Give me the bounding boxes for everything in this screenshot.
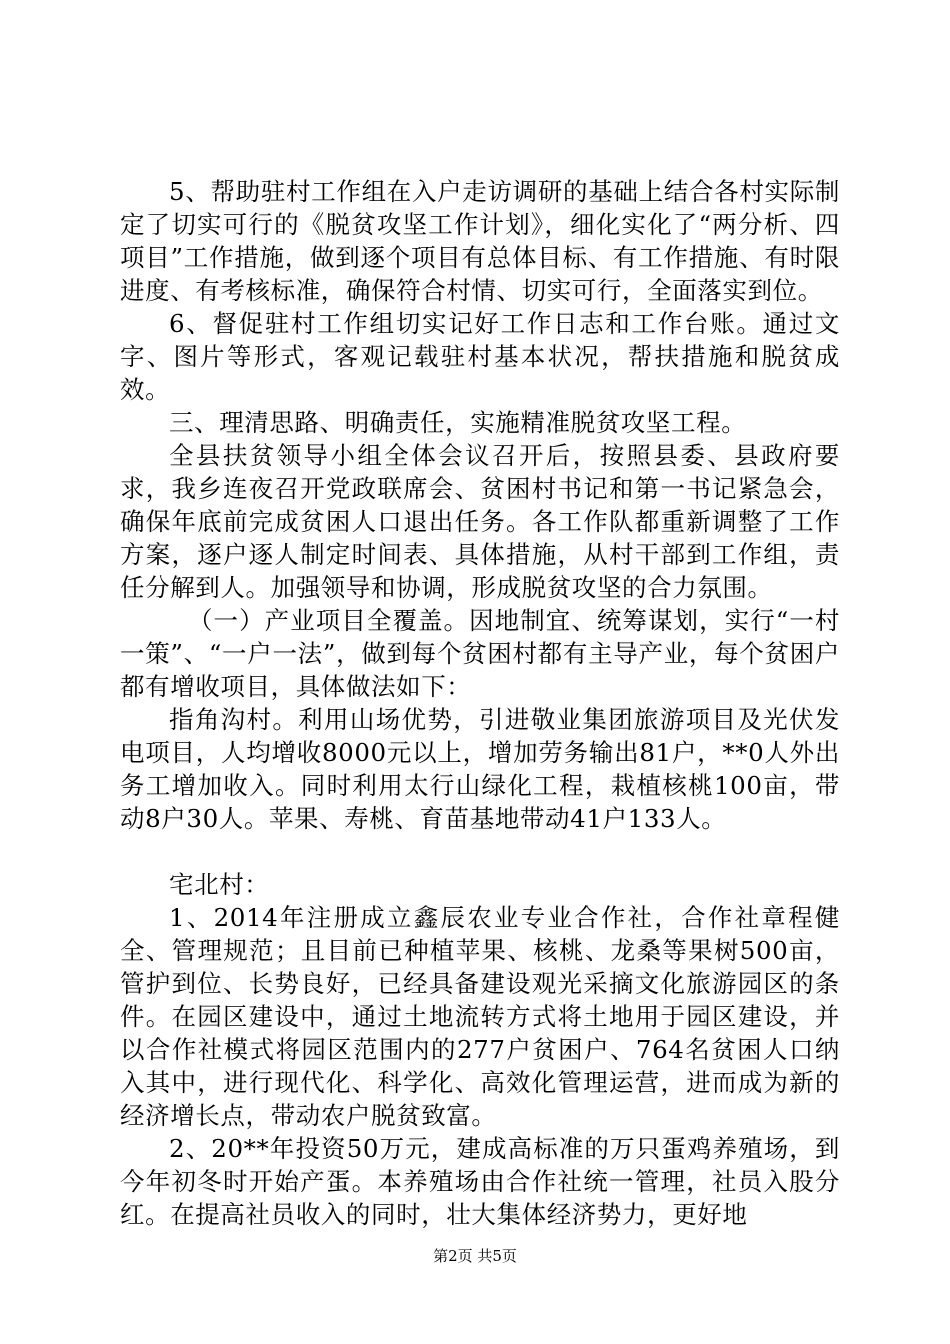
paragraph-item-5: 5、帮助驻村工作组在入户走访调研的基础上结合各村实际制定了切实可行的《脱贫攻坚工作计划》，细化实化了“两分析、四项目”工作措施，做到逐个项目有总体目标、有工作措施、有时限进度、有考核标准，确保符合村情、切实可行，全面落实到位。: [120, 177, 840, 305]
paragraph-item-6: 6、督促驻村工作组切实记好工作日志和工作台账。通过文字、图片等形式，客观记载驻村基本状况，帮扶措施和脱贫成效。: [120, 309, 840, 404]
document-body: [120, 175, 840, 1231]
paragraph-zhijiaogou-village: 指角沟村。利用山场优势，引进敬业集团旅游项目及光伏发电项目，人均增收8000元以上，增加劳务输出81户，**0人外出务工增加收入。同时利用太行山绿化工程，栽植核桃100亩，带动8户30人。苹果、寿桃、育苗基地带动41户133人。: [120, 705, 840, 833]
section-heading-three: 三、理清思路、明确责任，实施精准脱贫攻坚工程。: [169, 408, 747, 437]
page-number-footer: 第2页 共5页: [433, 1247, 517, 1265]
subsection-heading-industry: （一）产业项目全覆盖。因地制宜、统筹谋划，实行“一村一策”、“一户一法”，做到每个贫困村都有主导产业，每个贫困户都有增收项目，具体做法如下：: [120, 606, 840, 701]
paragraph-county-meeting: 全县扶贫领导小组全体会议召开后，按照县委、县政府要求，我乡连夜召开党政联席会、贫困村书记和第一书记紧急会，确保年底前完成贫困人口退出任务。各工作队都重新调整了工作方案，逐户逐人制定时间表、具体措施，从村干部到工作组，责任分解到人。加强领导和协调，形成脱贫攻坚的合力氛围。: [120, 441, 840, 602]
paragraph-zhaibei-item-1: 1、2014年注册成立鑫辰农业专业合作社，合作社章程健全、管理规范；且目前已种植苹果、核桃、龙桑等果树500亩，管护到位、长势良好，已经具备建设观光采摘文化旅游园区的条件。在园区建设中，通过土地流转方式将土地用于园区建设，并以合作社模式将园区范围内的277户贫困户、764名贫困人口纳入其中，进行现代化、科学化、高效化管理运营，进而成为新的经济增长点，带动农户脱贫致富。: [120, 903, 840, 1130]
village-heading-zhaibei: 宅北村：: [169, 870, 270, 899]
paragraph-zhaibei-item-2: 2、20**年投资50万元，建成高标准的万只蛋鸡养殖场，到今年初冬时开始产蛋。本养殖场由合作社统一管理，社员入股分红。在提高社员收入的同时，壮大集体经济势力，更好地: [120, 1134, 840, 1229]
